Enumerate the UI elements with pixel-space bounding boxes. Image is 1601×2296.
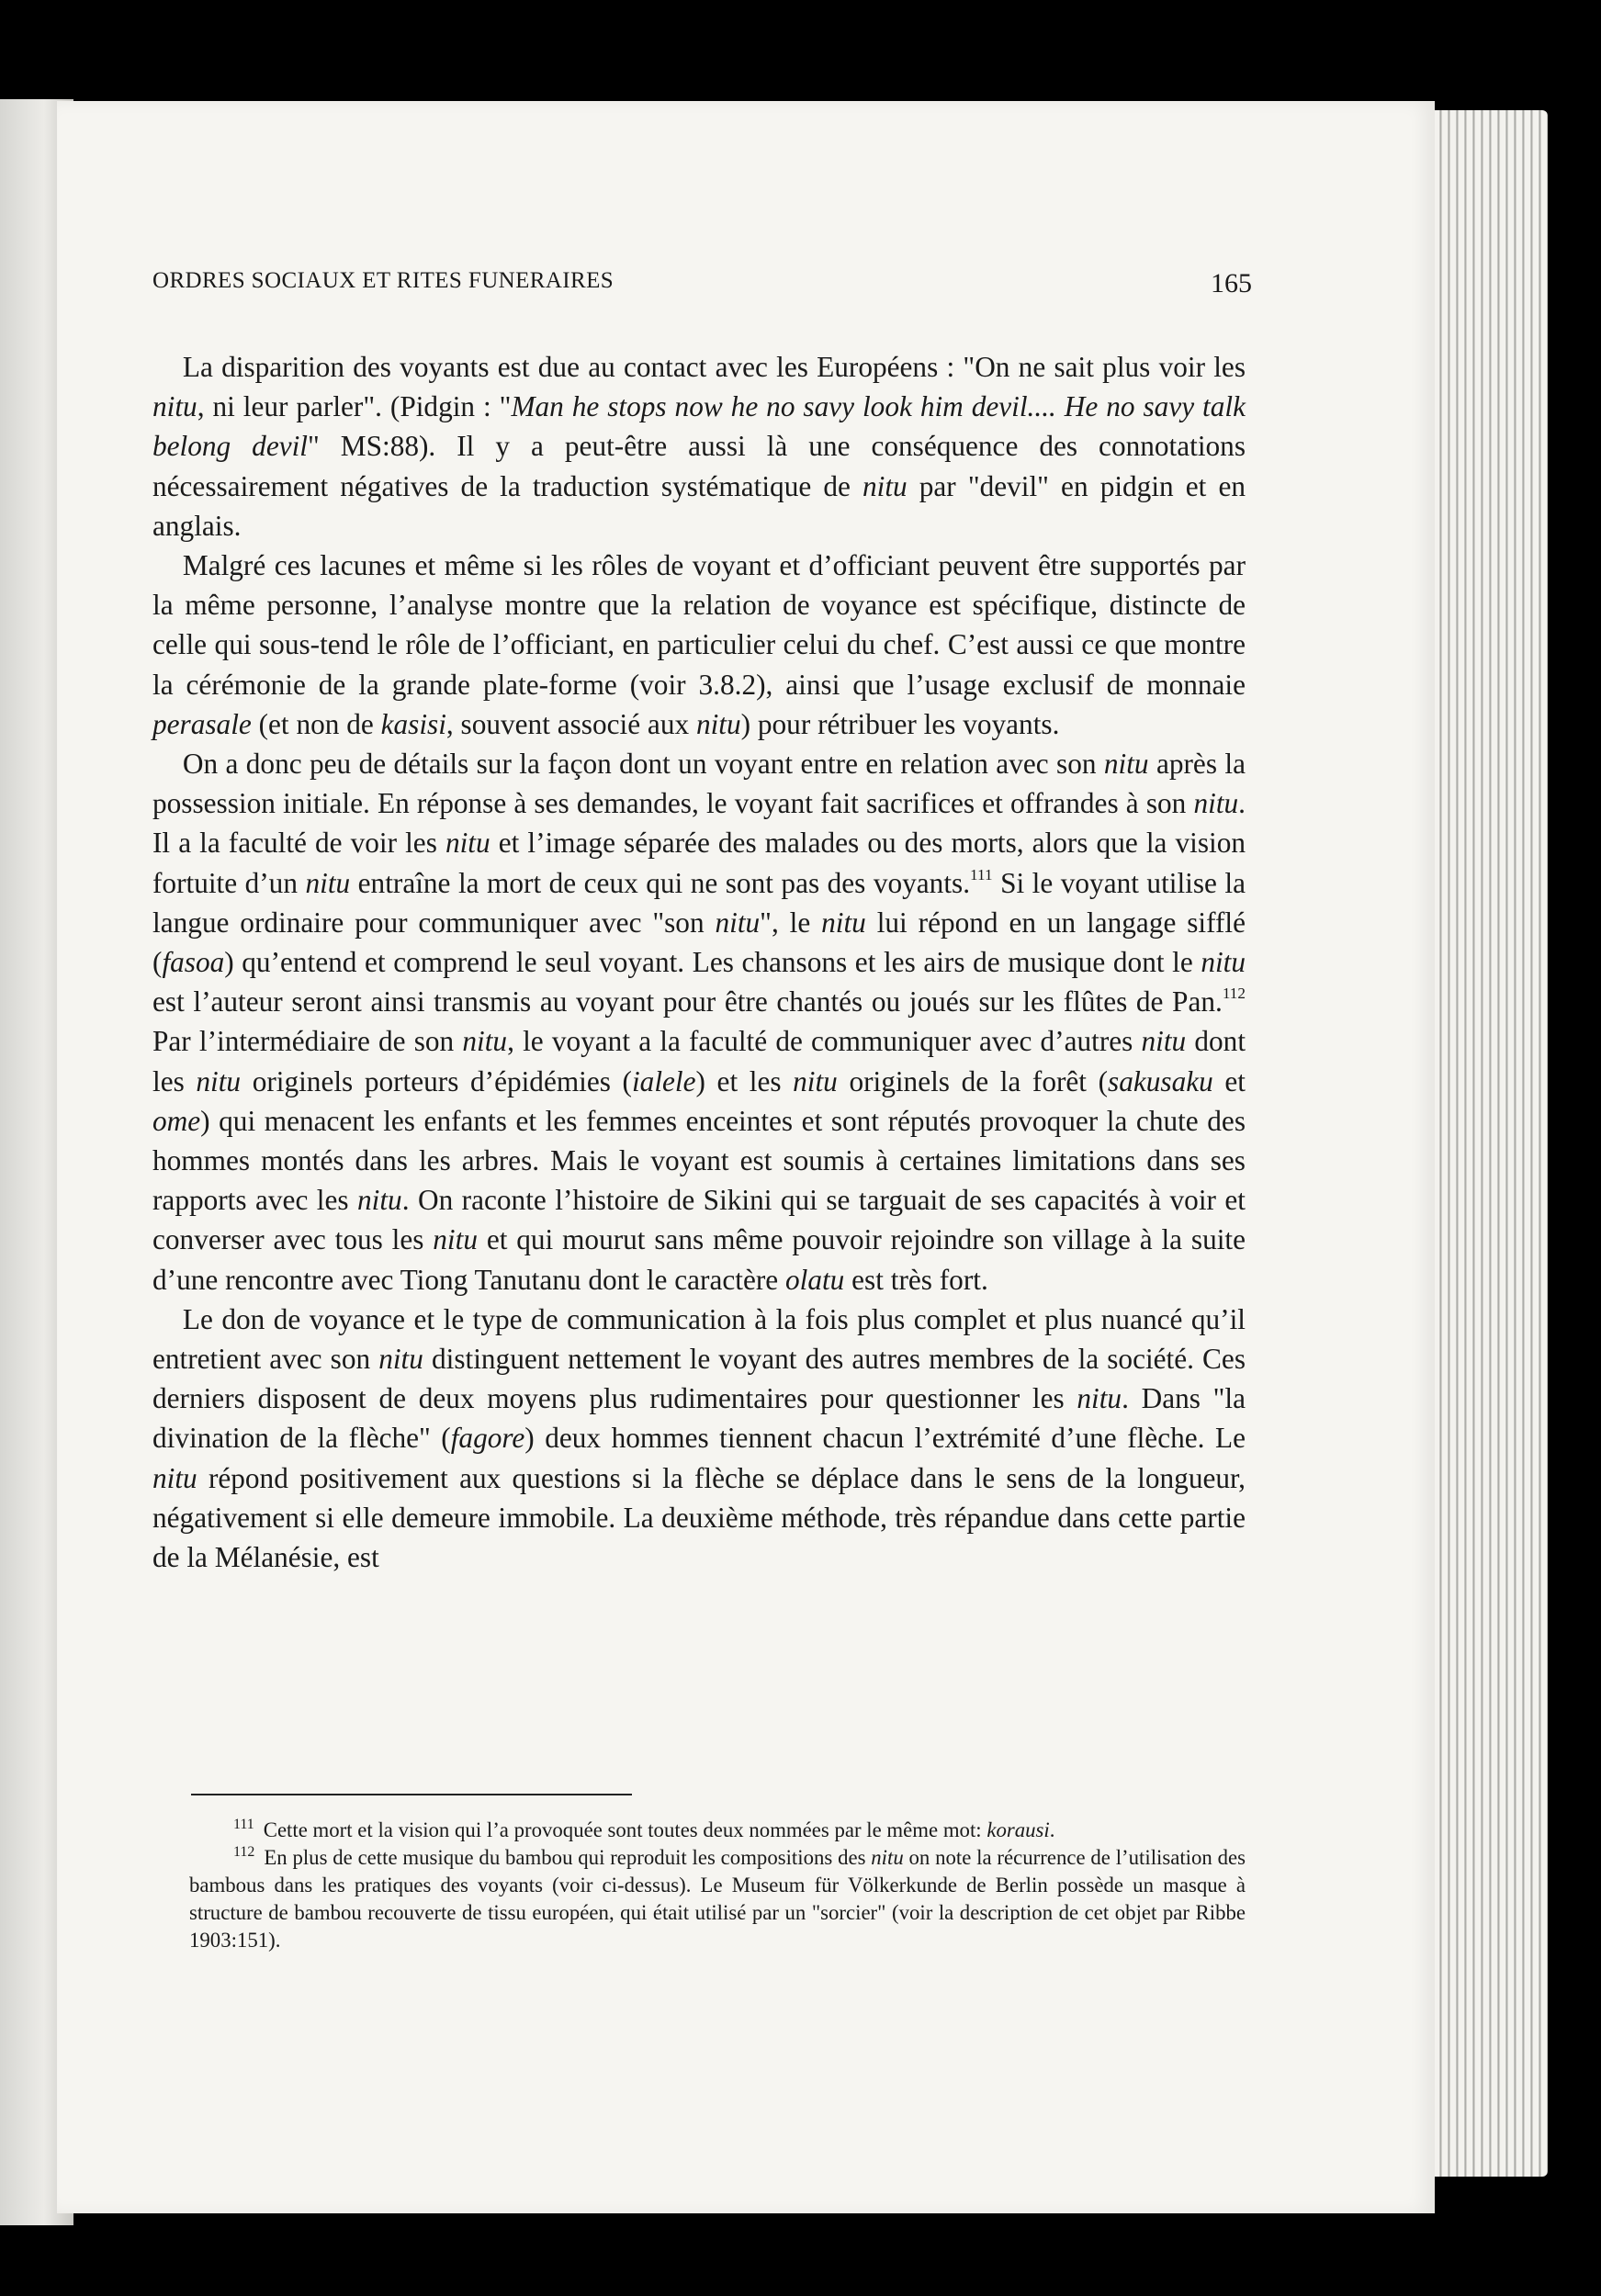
paragraph xyxy=(152,1300,1246,1577)
italic-term: nitu xyxy=(462,1025,508,1058)
text-run: originels de la forêt ( xyxy=(837,1064,1109,1097)
footnote xyxy=(189,1844,1246,1954)
text-run: ) deux hommes tiennent chacun l’extrémité d’une flèche. Le xyxy=(524,1422,1246,1455)
text-run: Malgré ces lacunes et même si les rôles de voyant et d’officiant peuvent être supportés par la même personne, l’analyse montre que la relation de voyance est spécifique, distincte de celle qui sous-tend le rôle de l’officiant, en particulier celui du chef. C’est aussi ce que montre la cérémonie de la grande plate-forme (voir 3.8.2), ainsi que l’usage exclusif de monnaie xyxy=(152,549,1246,701)
text-run: dont les xyxy=(152,1025,1246,1097)
footnote-ref: 111 xyxy=(970,865,993,884)
italic-term: perasale xyxy=(152,707,252,740)
paragraph xyxy=(152,546,1246,744)
text-run: ) qui menacent les enfants et les femmes enceintes et sont réputés provoquer la chute des hommes montés dans les arbres. Mais le voyant est soumis à certaines limitations dans ses rapports avec les xyxy=(152,1104,1246,1217)
italic-term: nitu xyxy=(1141,1025,1187,1058)
italic-term: nitu xyxy=(793,1064,838,1097)
paragraph xyxy=(152,744,1246,1300)
italic-term: kasisi xyxy=(380,707,446,740)
text-run: par "devil" en pidgin et en anglais. xyxy=(152,469,1246,542)
italic-term: nitu xyxy=(445,827,490,860)
text-run: et qui mourut sans même pouvoir rejoindre son village à la suite d’une rencontre avec Tiong Tanutanu dont le caractère xyxy=(152,1223,1246,1296)
text-run: La disparition des voyants est due au contact avec les Européens : "On ne sait plus voir les xyxy=(182,351,1246,383)
text-run: est très fort. xyxy=(844,1263,988,1296)
italic-term: sakusaku xyxy=(1108,1064,1213,1097)
italic-term: nitu xyxy=(152,1461,197,1494)
italic-term: nitu xyxy=(357,1184,402,1217)
text-run: on note la récurrence de l’utilisation des bambous dans les pratiques des voyants (voir ci-dessus). Le Museum für Völkerkunde de Berlin possède un masque à structure de bambou recouverte de tissu européen, qui était utilisé par un "sorcier" (voir la description de cet objet par Ribbe 1903:151). xyxy=(189,1846,1246,1952)
italic-term: nitu xyxy=(433,1223,478,1256)
text-run: et xyxy=(1212,1064,1246,1097)
text-run: , ni leur parler". (Pidgin : " xyxy=(197,390,512,423)
italic-term: nitu xyxy=(821,906,866,939)
text-run: . xyxy=(1049,1818,1055,1841)
italic-term: nitu xyxy=(378,1343,423,1376)
italic-term: fagore xyxy=(450,1422,525,1455)
italic-term: korausi xyxy=(987,1818,1050,1841)
text-run: ) et les xyxy=(695,1064,794,1097)
italic-term: Man he stops now he no savy look him devil.... He no savy talk belong devil xyxy=(152,390,1246,463)
italic-term: nitu xyxy=(305,866,351,899)
text-run: " MS:88). Il y a peut-être aussi là une conséquence des connotations nécessairement négatives de la traduction systématique de xyxy=(152,430,1246,502)
italic-term: ialele xyxy=(631,1064,696,1097)
text-run: entraîne la mort de ceux qui ne sont pas des voyants. xyxy=(350,866,971,899)
footnote xyxy=(189,1817,1246,1844)
italic-term: nitu xyxy=(1077,1382,1122,1415)
running-head: ORDRES SOCIAUX ET RITES FUNERAIRES xyxy=(152,268,614,293)
body-text xyxy=(152,347,1246,1577)
page-number: 165 xyxy=(1211,268,1252,298)
text-run: ) pour rétribuer les voyants. xyxy=(740,707,1060,740)
footnote-rule xyxy=(191,1794,632,1795)
text-run: distinguent nettement le voyant des autres membres de la société. Ces derniers disposent de deux moyens plus rudimentaires pour questionner les xyxy=(152,1343,1246,1415)
text-run: (et non de xyxy=(251,707,381,740)
text-run: En plus de cette musique du bambou qui reproduit les compositions des xyxy=(264,1846,872,1869)
text-run: répond positivement aux questions si la flèche se déplace dans le sens de la longueur, négativement si elle demeure immobile. La deuxième méthode, très répandue dans cette partie de la Mélanésie, est xyxy=(152,1461,1246,1574)
text-run: après la possession initiale. En réponse à ses demandes, le voyant fait sacrifices et offrandes à son xyxy=(152,748,1246,820)
text-run: . Dans "la divination de la flèche" ( xyxy=(152,1382,1246,1455)
text-run: Si le voyant utilise la langue ordinaire pour communiquer avec "son xyxy=(152,866,1246,939)
text-run: et l’image séparée des malades ou des morts, alors que la vision fortuite d’un xyxy=(152,827,1246,899)
footnote-number: 112 xyxy=(233,1844,255,1861)
italic-term: nitu xyxy=(196,1064,242,1097)
italic-term: nitu xyxy=(695,707,741,740)
text-run: Le don de voyance et le type de communication à la fois plus complet et plus nuancé qu’il entretient avec son xyxy=(152,1302,1246,1376)
paragraph xyxy=(152,347,1246,546)
text-run: ) qu’entend et comprend le seul voyant. Les chansons et les airs de musique dont le xyxy=(224,946,1201,979)
italic-term: olatu xyxy=(784,1263,845,1296)
text-run: ", le xyxy=(760,906,822,939)
italic-term: ome xyxy=(152,1104,201,1137)
text-run: . On raconte l’histoire de Sikini qui se targuait de ses capacités à voir et converser avec tous les xyxy=(152,1184,1246,1256)
italic-term: fasoa xyxy=(162,946,225,979)
footnote-ref: 112 xyxy=(1222,985,1246,1003)
text-run: On a donc peu de détails sur la façon dont un voyant entre en relation avec son xyxy=(182,748,1104,781)
text-run: , le voyant a la faculté de communiquer avec d’autres xyxy=(507,1025,1142,1058)
italic-term: nitu xyxy=(862,469,908,502)
italic-term: nitu xyxy=(715,906,761,939)
text-run: lui répond en un langage sifflé ( xyxy=(152,906,1246,979)
text-run: est l’auteur seront ainsi transmis au voyant pour être chantés ou joués sur les flûtes de Pan. xyxy=(152,985,1223,1019)
text-run: Cette mort et la vision qui l’a provoquée sont toutes deux nommées par le même mot: xyxy=(263,1818,987,1841)
text-run: . Il a la faculté de voir les xyxy=(152,787,1246,860)
text-run: originels porteurs d’épidémies ( xyxy=(241,1064,632,1097)
italic-term: nitu xyxy=(1103,748,1149,781)
footnote-number: 111 xyxy=(233,1817,254,1833)
italic-term: nitu xyxy=(152,390,197,423)
italic-term: nitu xyxy=(871,1846,904,1869)
italic-term: nitu xyxy=(1193,787,1239,820)
text-run: , souvent associé aux xyxy=(445,707,696,740)
italic-term: nitu xyxy=(1201,946,1246,979)
footnotes xyxy=(189,1817,1246,1954)
text-run: Par l’intermédiaire de son xyxy=(152,1025,463,1058)
